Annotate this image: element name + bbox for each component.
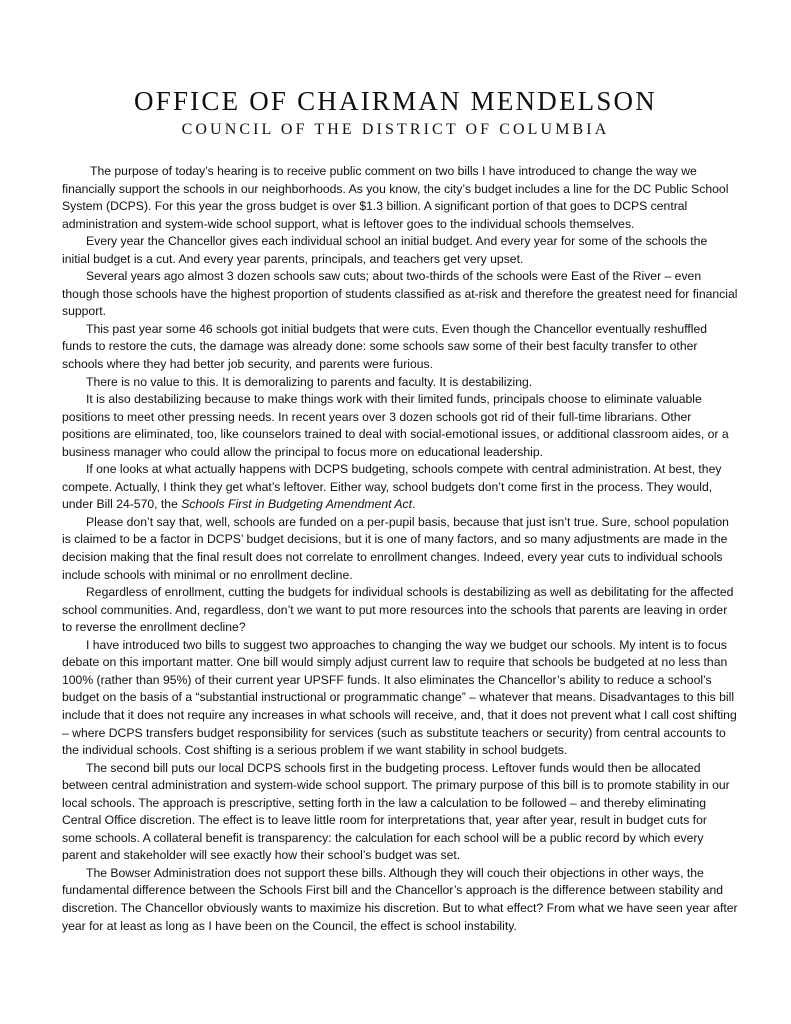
schools-first-act-name: Schools First in Budgeting Amendment Act bbox=[181, 497, 413, 512]
paragraph-enrollment: Regardless of enrollment, cutting the budgets for individual schools is destabilizing as well as debilitating for the affected school communities. And, regardless, don’t we want to put more resources into the schools that parents are leaving in order to reverse the enrollment decline? bbox=[62, 585, 734, 635]
paragraph-destabilizing: It is also destabilizing because to make things work with their limited funds, principals choose to eliminate valuable positions to meet other pressing needs. In recent years over 3 dozen schools got rid of their full-time librarians. Other positions are eliminated, too, like counselors trained to deal with social-emotional issues, or additional classroom aides, or a business manager who could allow the principal to focus more on educational leadership. bbox=[62, 392, 729, 459]
letterhead bbox=[0, 85, 791, 140]
paragraph-hearing-purpose: The purpose of today’s hearing is to receive public comment on two bills I have introduced to change the way we financially support the schools in our neighborhoods. As you know, the city’s budget includes a line for the DC Public School System (DCPS). For this year the gross budget is over $1.3 billion. A significant portion of that goes to DCPS central administration and system-wide school support, what is leftover goes to the individual schools themselves. bbox=[62, 164, 729, 231]
paragraph-per-pupil: Please don’t say that, well, schools are funded on a per-pupil basis, because that just isn’t true. Sure, school population is claimed to be a factor in DCPS’ budget decisions, but it is one of many factors, and so many adjustments are made in the decision making that the final result does not correlate to enrollment changes. Indeed, every year cuts to individual schools include schools with minimal or no enrollment decline. bbox=[62, 514, 729, 582]
paragraph-schools-compete-text: If one looks at what actually happens with DCPS budgeting, schools compete with central administration. At best, they compete. Actually, I think they get what’s leftover. Either way, school budgets don’t come first in the process. They would, under Bill 24-570, the bbox=[62, 462, 722, 512]
paragraph-second-bill: The second bill puts our local DCPS schools first in the budgeting process. Leftover funds would then be allocated between central administration and system-wide school support. The primary purpose of this bill is to promote stability in our local schools. The approach is prescriptive, setting forth in the law a calculation to be followed – and thereby eliminating Central Office discretion. The effect is to leave little room for interpretations that, year after year, result in budget cuts for some schools. A collateral benefit is transparency: the calculation for each school will be a public record by which every parent and stakeholder will see exactly how their school’s budget was set. bbox=[62, 760, 730, 863]
paragraph-schools-compete bbox=[62, 461, 738, 514]
paragraph-bowser-administration: The Bowser Administration does not support these bills. Although they will couch their objections in other ways, the fundamental difference between the Schools First bill and the Chancellor’s approach is the difference between stability and discretion. The Chancellor obviously wants to maximize his discretion. But to what effect? From what we have seen year after year for at least as long as I have been on the Council, the effect is school instability. bbox=[62, 865, 738, 933]
paragraph-schools-compete-end: . bbox=[412, 497, 416, 512]
paragraph-school-cuts: Several years ago almost 3 dozen schools saw cuts; about two-thirds of the schools were East of the River – even though those schools have the highest proportion of students classified as at-risk and therefore the greatest need for financial support. bbox=[62, 269, 738, 319]
paragraph-no-value: There is no value to this. It is demoralizing to parents and faculty. It is destabilizing. bbox=[86, 374, 533, 389]
office-title: OFFICE OF CHAIRMAN MENDELSON bbox=[134, 86, 657, 116]
council-subtitle: COUNCIL OF THE DISTRICT OF COLUMBIA bbox=[181, 121, 610, 138]
paragraph-two-bills: I have introduced two bills to suggest two approaches to changing the way we budget our schools. My intent is to focus debate on this important matter. One bill would simply adjust current law to require that schools be budgeted at no less than 100% (rather than 95%) of their current year UPSFF funds. It also eliminates the Chancellor’s ability to reduce a school’s budget on the basis of a “substantial instructional or programmatic change” – whatever that means. Disadvantages to this bill include that it does not require any increases in what schools will receive, and, that it does not prevent what I call cost shifting – where DCPS transfers budget responsibility for services (such as substitute teachers or security) from central accounts to the individual schools. Cost shifting is a serious problem if we want stability in school budgets. bbox=[62, 637, 737, 758]
statement-body bbox=[62, 163, 738, 935]
paragraph-past-year-cuts: This past year some 46 schools got initial budgets that were cuts. Even though the Chancellor eventually reshuffled funds to restore the cuts, the damage was already done: some schools saw some of their best faculty transfer to other schools where they had better job security, and parents were furious. bbox=[62, 321, 708, 372]
paragraph-initial-budget: Every year the Chancellor gives each individual school an initial budget. And every year for some of the schools the initial budget is a cut. And every year parents, principals, and teachers get very upset. bbox=[62, 234, 708, 266]
